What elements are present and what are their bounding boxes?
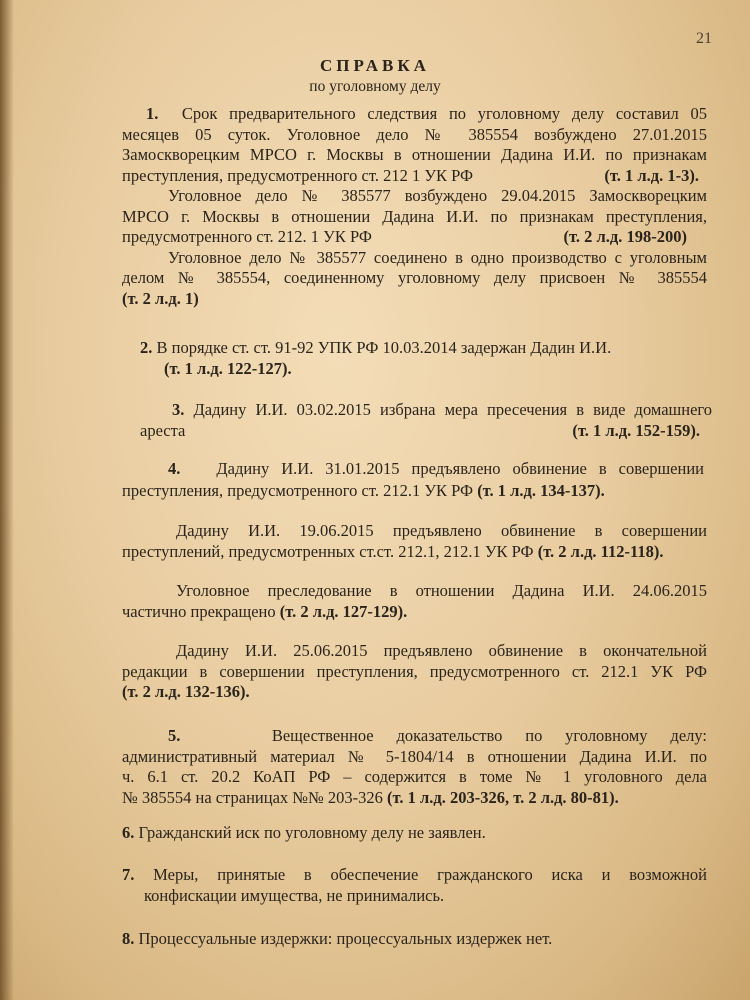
item-3 [172, 400, 712, 421]
item-1 [122, 104, 707, 309]
item-line: МРСО г. Москвы в отношении Дадина И.И. по признакам преступления, [122, 206, 707, 226]
item-2 [140, 338, 710, 379]
item-line: Уголовное преследование в отношении Дадина И.И. 24.06.2015 [176, 581, 707, 600]
item-line: конфискации имущества, не принимались. [144, 885, 445, 905]
item-number: 6. [122, 823, 135, 842]
case-reference: (т. 1 л.д. 203-326, т. 2 л.д. 80-81). [387, 787, 619, 807]
item-4-paragraph-2 [122, 521, 707, 562]
item-number: 7. [122, 865, 135, 884]
item-line: преступления, предусмотренного ст. 212 1 УК РФ (т. 1 л.д. 1-3). [122, 165, 699, 185]
item-line: ч. 6.1 ст. 20.2 КоАП РФ – содержится в томе № 1 уголовного дела [122, 767, 707, 786]
item-1-first-line: 1. Срок предварительного следствия по уголовному делу составил 05 [146, 104, 708, 123]
case-reference: (т. 2 л.д. 132-136). [122, 682, 250, 701]
item-line: частично прекращено (т. 2 л.д. 127-129). [122, 601, 408, 621]
case-reference: (т. 2 л.д. 1) [122, 288, 199, 308]
case-reference: (т. 2 л.д. 127-129). [279, 601, 408, 621]
item-line: Уголовное дело № 385577 возбуждено 29.04.2015 Замоскворецким [168, 186, 707, 205]
item-line: Уголовное дело № 385577 соединено в одно производство с уголовным [168, 247, 707, 267]
item-4-paragraph-3 [122, 581, 707, 622]
item-number: 1. [146, 104, 159, 123]
item-line: редакции в совершении преступления, предусмотренного ст. 212.1 УК РФ [122, 661, 707, 681]
item-line: Замоскворецким МРСО г. Москвы в отношении Дадина И.И. по признакам [122, 145, 707, 164]
item-6-line: 6. Гражданский иск по уголовному делу не заявлен. [122, 823, 486, 842]
item-number: 3. [172, 400, 185, 419]
item-3-first-line: 3. Дадину И.И. 03.02.2015 избрана мера пресечения в виде домашнего [172, 400, 713, 419]
case-reference: (т. 2 л.д. 198-200) [563, 227, 687, 246]
item-7-first-line: 7. Меры, принятые в обеспечение гражданского иска и возможной [122, 865, 708, 884]
item-8-line: 8. Процессуальные издержки: процессуальных издержек нет. [122, 929, 553, 948]
item-2-first-line: 2. В порядке ст. ст. 91-92 УПК РФ 10.03.2014 задержан Дадин И.И. [140, 338, 612, 357]
item-line: делом № 385554, соединенному уголовному делу присвоен № 385554 [122, 268, 707, 287]
case-reference: (т. 1 л.д. 1-3). [604, 165, 699, 185]
item-4-first-line: 4. Дадину И.И. 31.01.2015 предъявлено обвинение в совершении [168, 459, 705, 478]
item-number: 5. [168, 726, 181, 745]
item-7 [122, 865, 707, 906]
item-line: преступления, предусмотренного ст. 212.1 УК РФ (т. 1 л.д. 134-137). [122, 481, 605, 500]
page-shadow [0, 0, 14, 1000]
item-line: преступлений, предусмотренных ст.ст. 212.1, 212.1 УК РФ (т. 2 л.д. 112-118). [122, 541, 664, 561]
item-number: 2. [140, 338, 153, 357]
page-number: 21 [696, 30, 712, 47]
item-number: 4. [168, 459, 181, 478]
case-reference: (т. 2 л.д. 112-118). [537, 541, 664, 561]
item-5-first-line: 5. Вещественное доказательство по уголовному делу: [168, 726, 707, 745]
document-title: СПРАВКА [320, 56, 430, 75]
item-5 [122, 726, 707, 808]
item-4-paragraph-4 [122, 641, 707, 703]
item-3-continuation [140, 421, 700, 442]
item-4-body [122, 481, 707, 502]
case-reference: (т. 1 л.д. 134-137). [477, 481, 605, 500]
case-reference: (т. 1 л.д. 122-127). [164, 358, 292, 378]
item-line: административный материал № 5-1804/14 в отношении Дадина И.И. по [122, 746, 707, 766]
item-line: № 385554 на страницах №№ 203-326 (т. 1 л.д. 203-326, т. 2 л.д. 80-81). [122, 787, 619, 807]
item-line: месяцев 05 суток. Уголовное дело № 385554 возбуждено 27.01.2015 [122, 124, 707, 144]
item-line: предусмотренного ст. 212. 1 УК РФ (т. 2 л.д. 198-200) [122, 227, 687, 246]
item-line: ареста (т. 1 л.д. 152-159). [140, 421, 700, 440]
item-line: Дадину И.И. 19.06.2015 предъявлено обвинение в совершении [176, 521, 707, 540]
item-number: 8. [122, 929, 135, 948]
item-line: Дадину И.И. 25.06.2015 предъявлено обвинение в окончательной [176, 641, 707, 660]
item-4 [168, 459, 704, 480]
item-6 [122, 823, 707, 844]
item-8 [122, 929, 707, 950]
document-subtitle: по уголовному делу [309, 78, 441, 95]
case-reference: (т. 1 л.д. 152-159). [572, 421, 700, 440]
